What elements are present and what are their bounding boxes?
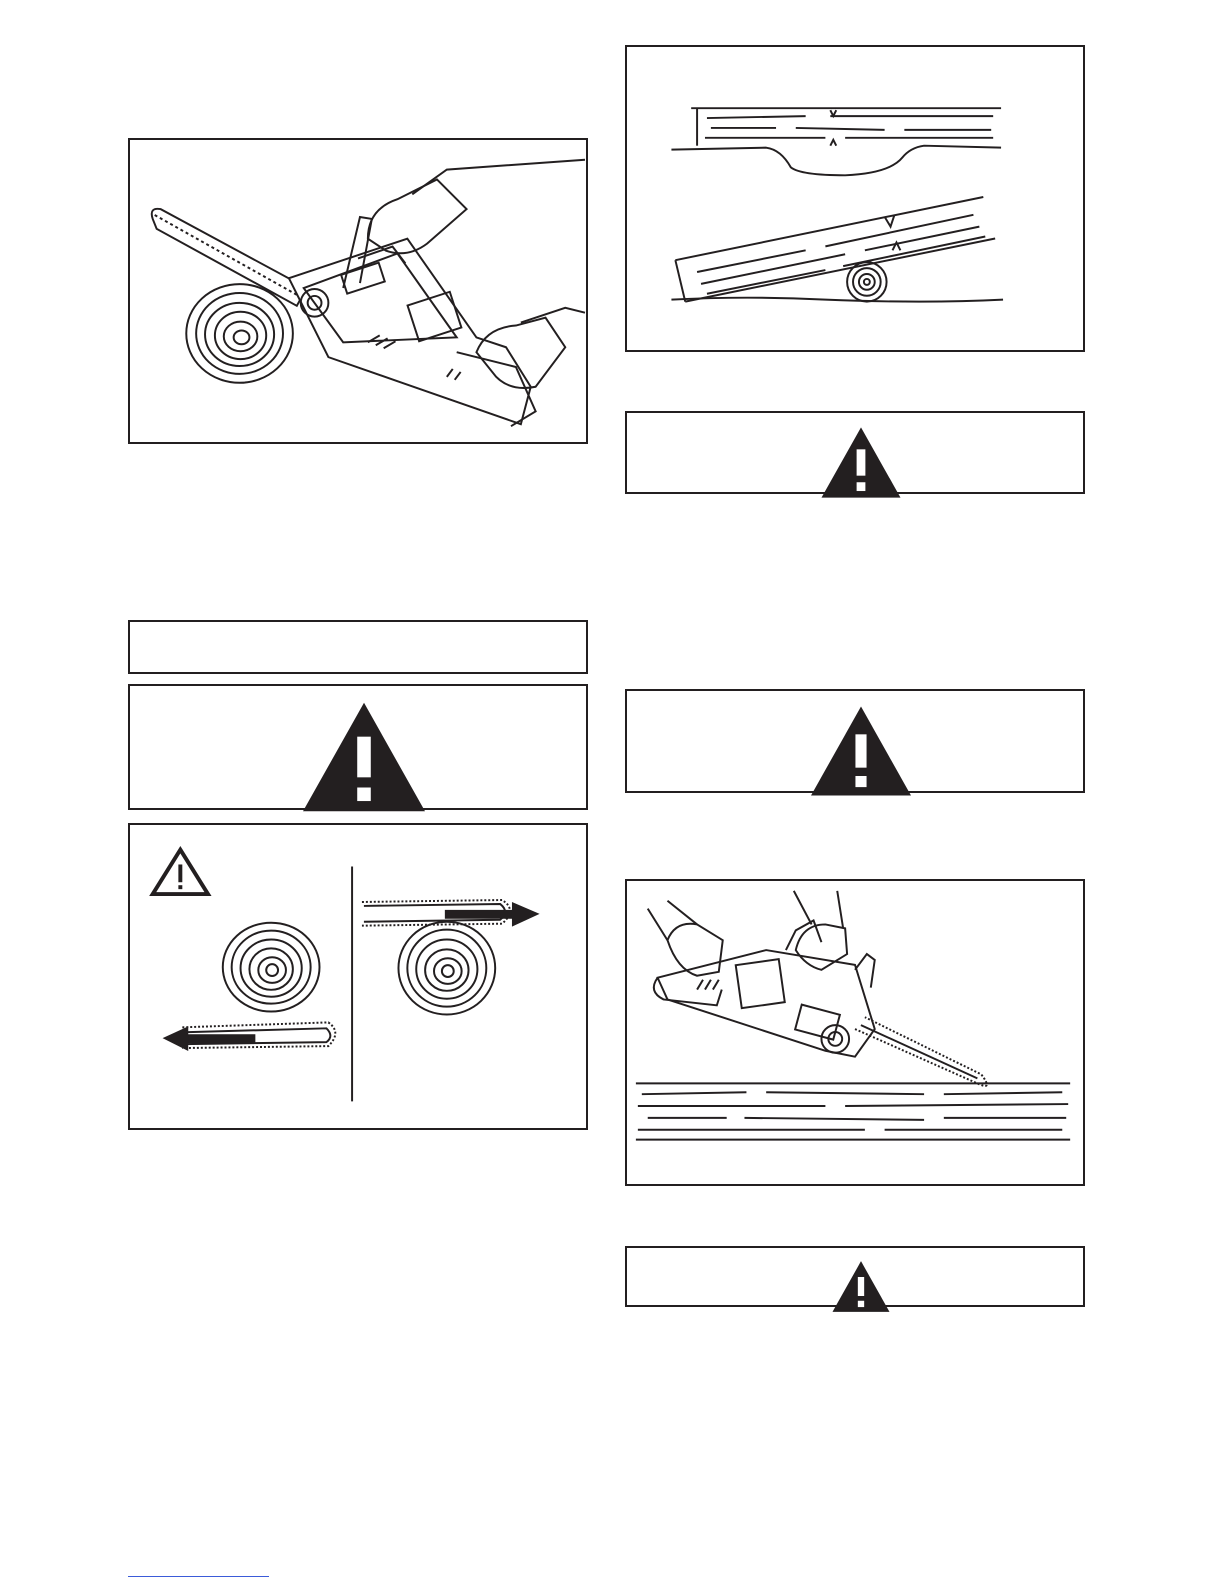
chain-reaction-direction-illustration <box>130 825 586 1128</box>
warning-triangle-icon <box>633 423 1089 502</box>
caution-exclamation-mark <box>178 864 182 882</box>
warning-box-4 <box>625 1246 1085 1307</box>
warning-triangle-icon <box>633 1258 1089 1315</box>
direction-arrows <box>163 902 540 1051</box>
figure-kickback-directions <box>128 823 588 1130</box>
figure-chainsaw-on-beam <box>625 879 1085 1186</box>
note-box-1 <box>128 620 588 674</box>
figure-chainsaw-on-log <box>128 138 588 444</box>
warning-box-2 <box>625 411 1085 494</box>
warning-triangle-icon <box>633 701 1089 801</box>
warning-triangle-icon <box>136 696 592 818</box>
chainsaw-cutting-beam-illustration <box>627 881 1083 1184</box>
footer-rule <box>128 1576 269 1577</box>
figure-supported-logs <box>625 45 1085 352</box>
log-support-cut-illustration <box>627 47 1083 350</box>
warning-box-1 <box>128 684 588 810</box>
warning-box-3 <box>625 689 1085 793</box>
chainsaw-held-at-log-illustration <box>130 140 586 442</box>
